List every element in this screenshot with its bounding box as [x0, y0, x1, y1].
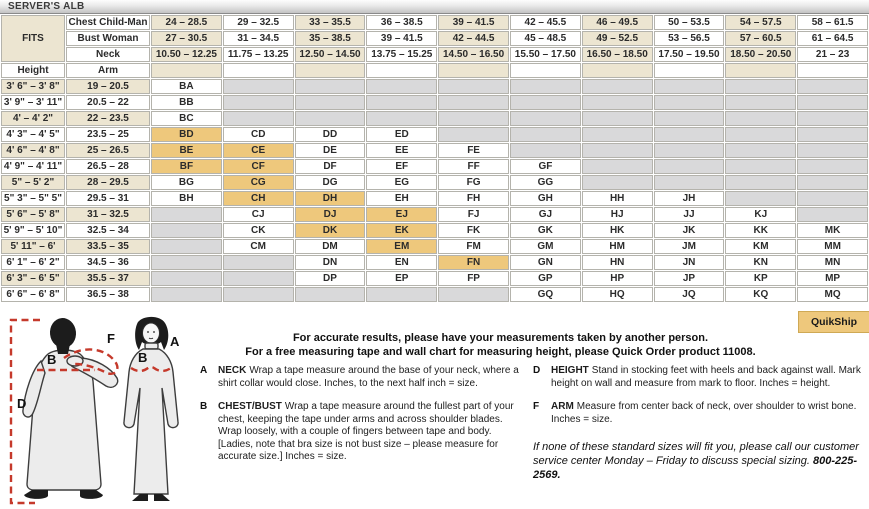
- size-code-cell: DH: [295, 191, 366, 206]
- size-code-cell: BH: [151, 191, 222, 206]
- height-range-cell: 5" 3" – 5" 5": [1, 191, 65, 206]
- neck-range-cell: 16.50 – 18.50: [582, 47, 653, 62]
- empty-cell: [151, 287, 222, 302]
- size-code-cell: FN: [438, 255, 509, 270]
- arm-range-cell: 22 – 23.5: [66, 111, 150, 126]
- neck-range-cell: 21 – 23: [797, 47, 868, 62]
- empty-cell: [151, 271, 222, 286]
- size-code-cell: DM: [295, 239, 366, 254]
- empty-cell: [654, 143, 725, 158]
- empty-cell: [725, 127, 796, 142]
- empty-cell: [654, 95, 725, 110]
- size-code-cell: DJ: [295, 207, 366, 222]
- bust-range-cell: 42 – 44.5: [438, 31, 509, 46]
- size-code-cell: DE: [295, 143, 366, 158]
- empty-cell: [797, 191, 868, 206]
- instruction-arm: [533, 401, 867, 426]
- size-code-cell: FH: [438, 191, 509, 206]
- empty-cell: [366, 111, 437, 126]
- size-code-cell: DF: [295, 159, 366, 174]
- size-code-cell: GF: [510, 159, 581, 174]
- arm-range-cell: 28 – 29.5: [66, 175, 150, 190]
- size-code-cell: CK: [223, 223, 294, 238]
- neck-range-cell: 15.50 – 17.50: [510, 47, 581, 62]
- instruction-letter: D: [533, 365, 541, 376]
- size-code-cell: CM: [223, 239, 294, 254]
- size-code-cell: MK: [797, 223, 868, 238]
- column-spacer-cell: [223, 63, 294, 78]
- empty-cell: [654, 127, 725, 142]
- size-code-cell: BG: [151, 175, 222, 190]
- height-arm-header-row: [1, 63, 868, 78]
- bust-range-cell: 39 – 41.5: [366, 31, 437, 46]
- column-spacer-cell: [438, 63, 509, 78]
- empty-cell: [654, 159, 725, 174]
- empty-cell: [797, 111, 868, 126]
- size-code-cell: CE: [223, 143, 294, 158]
- empty-cell: [797, 79, 868, 94]
- quikship-badge: QuikShip: [798, 311, 869, 333]
- eye-right: [153, 331, 155, 333]
- empty-cell: [582, 95, 653, 110]
- column-spacer-cell: [654, 63, 725, 78]
- instruction-neck: [200, 365, 522, 390]
- empty-cell: [366, 287, 437, 302]
- neck-range-cell: 12.50 – 14.50: [295, 47, 366, 62]
- column-spacer-cell: [151, 63, 222, 78]
- size-row: [1, 207, 868, 222]
- arm-range-cell: 19 – 20.5: [66, 79, 150, 94]
- size-row: [1, 143, 868, 158]
- label-b-front: B: [138, 350, 148, 365]
- arm-range-cell: 29.5 – 31: [66, 191, 150, 206]
- chest-range-cell: 58 – 61.5: [797, 15, 868, 30]
- empty-cell: [223, 271, 294, 286]
- empty-cell: [797, 207, 868, 222]
- height-range-cell: 6' 3" – 6' 5": [1, 271, 65, 286]
- size-code-cell: FJ: [438, 207, 509, 222]
- empty-cell: [366, 95, 437, 110]
- accuracy-note-line2: For a free measuring tape and wall chart for measuring height, please Quick Order product 11008.: [245, 346, 756, 358]
- empty-cell: [582, 175, 653, 190]
- size-code-cell: CD: [223, 127, 294, 142]
- size-code-cell: KM: [725, 239, 796, 254]
- size-code-cell: KJ: [725, 207, 796, 222]
- column-spacer-cell: [582, 63, 653, 78]
- size-row: [1, 159, 868, 174]
- size-code-cell: DP: [295, 271, 366, 286]
- arm-column-label: Arm: [66, 63, 150, 78]
- customer-service-phone: 800-225-2569.: [533, 455, 858, 481]
- empty-cell: [654, 175, 725, 190]
- instruction-letter: F: [533, 401, 540, 412]
- size-code-cell: JK: [654, 223, 725, 238]
- size-code-cell: GP: [510, 271, 581, 286]
- size-code-cell: CJ: [223, 207, 294, 222]
- neck-row: [1, 47, 868, 62]
- empty-cell: [366, 79, 437, 94]
- size-code-cell: GH: [510, 191, 581, 206]
- arm-range-cell: 23.5 – 25: [66, 127, 150, 142]
- height-range-cell: 3' 6" – 3' 8": [1, 79, 65, 94]
- height-range-cell: 6' 6" – 6' 8": [1, 287, 65, 302]
- empty-cell: [295, 95, 366, 110]
- bust-range-cell: 35 – 38.5: [295, 31, 366, 46]
- arm-range-cell: 26.5 – 28: [66, 159, 150, 174]
- size-table-body: [1, 79, 868, 302]
- empty-cell: [654, 79, 725, 94]
- size-row: [1, 287, 868, 302]
- size-code-cell: JM: [654, 239, 725, 254]
- size-code-cell: EE: [366, 143, 437, 158]
- size-code-cell: BC: [151, 111, 222, 126]
- size-table: [0, 14, 869, 303]
- size-code-cell: MM: [797, 239, 868, 254]
- empty-cell: [797, 143, 868, 158]
- column-spacer-cell: [295, 63, 366, 78]
- page-title-bar: [0, 0, 869, 14]
- empty-cell: [725, 95, 796, 110]
- height-range-cell: 4' 3" – 4' 5": [1, 127, 65, 142]
- size-code-cell: EF: [366, 159, 437, 174]
- arm-range-cell: 20.5 – 22: [66, 95, 150, 110]
- bust-row: [1, 31, 868, 46]
- chest-range-cell: 36 – 38.5: [366, 15, 437, 30]
- empty-cell: [797, 159, 868, 174]
- size-row: [1, 255, 868, 270]
- size-code-cell: BB: [151, 95, 222, 110]
- size-row: [1, 223, 868, 238]
- size-row: [1, 127, 868, 142]
- face: [143, 323, 160, 343]
- height-range-cell: 6' 1" – 6' 2": [1, 255, 65, 270]
- instructions-right-column: [533, 365, 867, 482]
- chest-range-cell: 29 – 32.5: [223, 15, 294, 30]
- column-spacer-cell: [725, 63, 796, 78]
- accuracy-note-line1: For accurate results, please have your measurements taken by another person.: [292, 332, 709, 344]
- neck-back: [56, 344, 70, 354]
- size-row: [1, 175, 868, 190]
- height-range-cell: 5' 11" – 6': [1, 239, 65, 254]
- page-title: SERVER'S ALB: [8, 1, 85, 12]
- accuracy-note: [188, 331, 813, 359]
- size-code-cell: EK: [366, 223, 437, 238]
- chest-range-cell: 39 – 41.5: [438, 15, 509, 30]
- arm-range-cell: 36.5 – 38: [66, 287, 150, 302]
- arm-range-cell: 33.5 – 35: [66, 239, 150, 254]
- size-code-cell: GG: [510, 175, 581, 190]
- chest-range-cell: 33 – 35.5: [295, 15, 366, 30]
- size-code-cell: CF: [223, 159, 294, 174]
- size-code-cell: HJ: [582, 207, 653, 222]
- size-row: [1, 79, 868, 94]
- alb-front-robe: [124, 349, 178, 494]
- size-row: [1, 191, 868, 206]
- size-code-cell: KQ: [725, 287, 796, 302]
- size-code-cell: HH: [582, 191, 653, 206]
- size-code-cell: KN: [725, 255, 796, 270]
- size-code-cell: DD: [295, 127, 366, 142]
- size-code-cell: JQ: [654, 287, 725, 302]
- size-code-cell: KP: [725, 271, 796, 286]
- empty-cell: [510, 143, 581, 158]
- bust-range-cell: 53 – 56.5: [654, 31, 725, 46]
- empty-cell: [725, 175, 796, 190]
- chest-range-cell: 54 – 57.5: [725, 15, 796, 30]
- height-range-cell: 5' 9" – 5' 10": [1, 223, 65, 238]
- size-code-cell: BA: [151, 79, 222, 94]
- chest-range-cell: 50 – 53.5: [654, 15, 725, 30]
- size-code-cell: JH: [654, 191, 725, 206]
- size-row: [1, 239, 868, 254]
- size-row: [1, 271, 868, 286]
- collar: [145, 343, 158, 349]
- empty-cell: [582, 79, 653, 94]
- bust-range-cell: 31 – 34.5: [223, 31, 294, 46]
- empty-cell: [725, 159, 796, 174]
- instruction-letter: B: [200, 401, 208, 412]
- size-row: [1, 111, 868, 126]
- empty-cell: [725, 79, 796, 94]
- column-spacer-cell: [366, 63, 437, 78]
- size-code-cell: EG: [366, 175, 437, 190]
- instruction-letter: A: [200, 365, 208, 376]
- bust-range-cell: 45 – 48.5: [510, 31, 581, 46]
- size-code-cell: FE: [438, 143, 509, 158]
- empty-cell: [295, 111, 366, 126]
- empty-cell: [223, 95, 294, 110]
- size-code-cell: JN: [654, 255, 725, 270]
- size-code-cell: BD: [151, 127, 222, 142]
- size-code-cell: DG: [295, 175, 366, 190]
- size-code-cell: EP: [366, 271, 437, 286]
- size-code-cell: GM: [510, 239, 581, 254]
- size-code-cell: JJ: [654, 207, 725, 222]
- size-code-cell: FG: [438, 175, 509, 190]
- empty-cell: [654, 111, 725, 126]
- shoe-front-right: [154, 494, 170, 501]
- empty-cell: [797, 175, 868, 190]
- empty-cell: [438, 95, 509, 110]
- empty-cell: [725, 191, 796, 206]
- size-code-cell: CH: [223, 191, 294, 206]
- empty-cell: [510, 79, 581, 94]
- instruction-text: Stand in stocking feet with heels and back against wall. Mark height on wall and measure from mark to floor. Inches = height.: [551, 365, 861, 389]
- arm-range-cell: 25 – 26.5: [66, 143, 150, 158]
- size-code-cell: MQ: [797, 287, 868, 302]
- fits-label: FITS: [1, 15, 65, 62]
- size-code-cell: MN: [797, 255, 868, 270]
- size-code-cell: HN: [582, 255, 653, 270]
- neck-range-cell: 11.75 – 13.25: [223, 47, 294, 62]
- height-column-label: Height: [1, 63, 65, 78]
- empty-cell: [797, 95, 868, 110]
- height-range-cell: 4' 9" – 4' 11": [1, 159, 65, 174]
- neck-row-label: Neck: [66, 47, 150, 62]
- height-range-cell: 5' 6" – 5' 8": [1, 207, 65, 222]
- bust-range-cell: 27 – 30.5: [151, 31, 222, 46]
- size-code-cell: BE: [151, 143, 222, 158]
- size-code-cell: FM: [438, 239, 509, 254]
- empty-cell: [151, 255, 222, 270]
- height-range-cell: 3' 9" – 3' 11": [1, 95, 65, 110]
- size-code-cell: EM: [366, 239, 437, 254]
- instruction-text: Wrap a tape measure around the fullest part of your chest, keeping the tape under arms and across shoulder blades. Wrap loosely, with a couple of fingers between tape and body. [Ladies, note that bra size is not bust size – please measure for accurate size.] Inches = size.: [218, 401, 514, 462]
- bust-range-cell: 49 – 52.5: [582, 31, 653, 46]
- size-code-cell: DN: [295, 255, 366, 270]
- neck-range-cell: 10.50 – 12.25: [151, 47, 222, 62]
- neck-range-cell: 18.50 – 20.50: [725, 47, 796, 62]
- size-code-cell: HM: [582, 239, 653, 254]
- shoe-right: [80, 490, 103, 499]
- empty-cell: [223, 255, 294, 270]
- empty-cell: [151, 207, 222, 222]
- chest-range-cell: 46 – 49.5: [582, 15, 653, 30]
- empty-cell: [438, 287, 509, 302]
- empty-cell: [438, 111, 509, 126]
- shoe-left: [24, 490, 48, 499]
- size-code-cell: CG: [223, 175, 294, 190]
- size-code-cell: KK: [725, 223, 796, 238]
- instruction-term: CHEST/BUST: [218, 401, 282, 412]
- empty-cell: [725, 143, 796, 158]
- empty-cell: [438, 127, 509, 142]
- size-code-cell: BF: [151, 159, 222, 174]
- size-code-cell: HP: [582, 271, 653, 286]
- empty-cell: [438, 79, 509, 94]
- measurement-diagram: [2, 316, 198, 508]
- instruction-height: [533, 365, 867, 390]
- label-b-back: B: [47, 352, 57, 367]
- arm-range-cell: 32.5 – 34: [66, 223, 150, 238]
- size-code-cell: GN: [510, 255, 581, 270]
- chest-row: [1, 15, 868, 30]
- empty-cell: [725, 111, 796, 126]
- neck-range-cell: 14.50 – 16.50: [438, 47, 509, 62]
- size-code-cell: MP: [797, 271, 868, 286]
- size-code-cell: DK: [295, 223, 366, 238]
- bust-row-label: Bust Woman: [66, 31, 150, 46]
- special-sizing-note: [533, 440, 867, 482]
- size-code-cell: EN: [366, 255, 437, 270]
- empty-cell: [510, 111, 581, 126]
- label-d: D: [17, 396, 27, 411]
- bust-range-cell: 61 – 64.5: [797, 31, 868, 46]
- instruction-chest-bust: [200, 401, 522, 464]
- label-f: F: [107, 331, 115, 346]
- size-code-cell: GQ: [510, 287, 581, 302]
- empty-cell: [582, 111, 653, 126]
- empty-cell: [151, 239, 222, 254]
- empty-cell: [797, 127, 868, 142]
- chest-range-cell: 42 – 45.5: [510, 15, 581, 30]
- size-code-cell: GJ: [510, 207, 581, 222]
- height-range-cell: 4' 6" – 4' 8": [1, 143, 65, 158]
- chest-range-cell: 24 – 28.5: [151, 15, 222, 30]
- empty-cell: [223, 287, 294, 302]
- size-code-cell: FP: [438, 271, 509, 286]
- bust-range-cell: 57 – 60.5: [725, 31, 796, 46]
- empty-cell: [295, 79, 366, 94]
- neck-range-cell: 13.75 – 15.25: [366, 47, 437, 62]
- empty-cell: [223, 79, 294, 94]
- arm-range-cell: 34.5 – 36: [66, 255, 150, 270]
- instruction-term: NECK: [218, 365, 247, 376]
- height-range-cell: 5" – 5' 2": [1, 175, 65, 190]
- arm-range-cell: 35.5 – 37: [66, 271, 150, 286]
- instruction-term: HEIGHT: [551, 365, 589, 376]
- size-code-cell: GK: [510, 223, 581, 238]
- instruction-text: Measure from center back of neck, over shoulder to wrist bone. Inches = size.: [551, 401, 857, 425]
- size-code-cell: HK: [582, 223, 653, 238]
- label-a: A: [170, 334, 180, 349]
- empty-cell: [295, 287, 366, 302]
- neck-range-cell: 17.50 – 19.50: [654, 47, 725, 62]
- empty-cell: [151, 223, 222, 238]
- column-spacer-cell: [510, 63, 581, 78]
- empty-cell: [582, 159, 653, 174]
- chest-row-label: Chest Child-Man: [66, 15, 150, 30]
- empty-cell: [510, 95, 581, 110]
- column-spacer-cell: [797, 63, 868, 78]
- empty-cell: [582, 143, 653, 158]
- special-sizing-text: If none of these standard sizes will fit you, please call our customer service center Monday – Friday to discuss special sizing.: [533, 441, 859, 467]
- eye-left: [147, 331, 149, 333]
- size-code-cell: JP: [654, 271, 725, 286]
- size-code-cell: FK: [438, 223, 509, 238]
- size-row: [1, 95, 868, 110]
- size-code-cell: EH: [366, 191, 437, 206]
- shoe-front-left: [132, 494, 148, 501]
- instruction-text: Wrap a tape measure around the base of your neck, where a shirt collar would close. Inches, to the next half inch = size.: [218, 365, 519, 389]
- empty-cell: [510, 127, 581, 142]
- arm-range-cell: 31 – 32.5: [66, 207, 150, 222]
- instruction-term: ARM: [551, 401, 574, 412]
- empty-cell: [582, 127, 653, 142]
- size-code-cell: FF: [438, 159, 509, 174]
- instructions-left-column: [200, 365, 522, 475]
- size-code-cell: EJ: [366, 207, 437, 222]
- size-code-cell: ED: [366, 127, 437, 142]
- empty-cell: [223, 111, 294, 126]
- height-range-cell: 4' – 4' 2": [1, 111, 65, 126]
- size-code-cell: HQ: [582, 287, 653, 302]
